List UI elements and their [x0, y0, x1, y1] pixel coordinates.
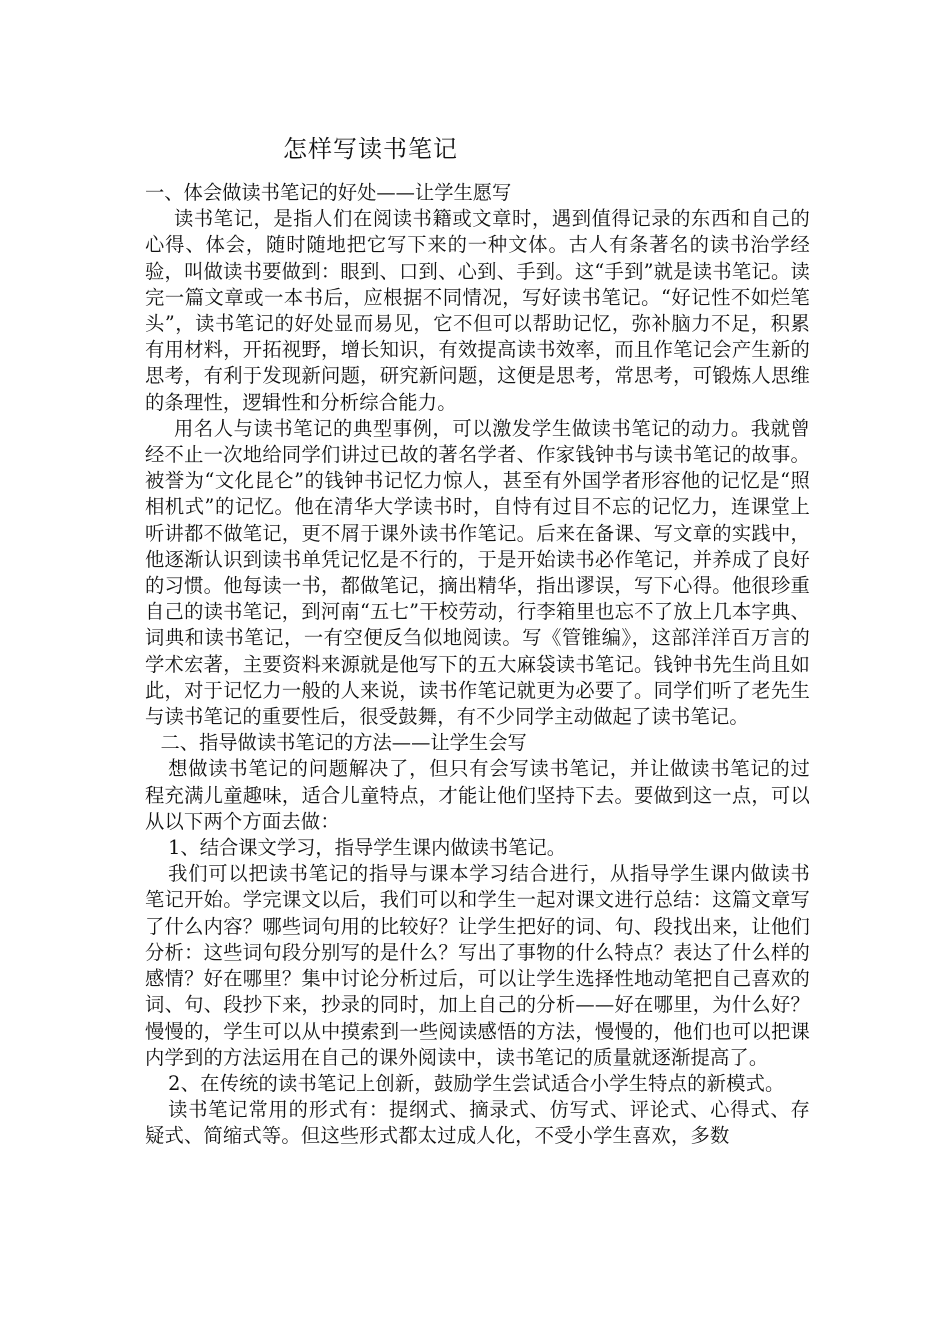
paragraph-2: 用名人与读书笔记的典型事例，可以激发学生做读书笔记的动力。我就曾经不止一次地给同学们讲过已故的著名学者、作家钱钟书与读书笔记的故事。被誉为“文化昆仑”的钱钟书记忆力惊人，甚至有外国学者形容他的记忆是“照相机式”的记忆。他在清华大学读书时，自恃有过目不忘的记忆力，连课堂上听讲都不做笔记，更不屑于课外读书作笔记。后来在备课、写文章的实践中，他逐渐认识到读书单凭记忆是不行的，于是开始读书必作笔记，并养成了良好的习惯。他每读一书，都做笔记，摘出精华，指出谬误，写下心得。他很珍重自己的读书笔记，到河南“五七”干校劳动，行李箱里也忘不了放上几本字典、词典和读书笔记，一有空便反刍似地阅读。写《管锥编》，这部洋洋百万言的学术宏著，主要资料来源就是他写下的五大麻袋读书笔记。钱钟书先生尚且如此，对于记忆力一般的人来说，读书作笔记就更为必要了。同学们听了老先生与读书笔记的重要性后，很受鼓舞，有不少同学主动做起了读书笔记。: [145, 416, 810, 729]
document-title: 怎样写读书笔记: [283, 135, 458, 163]
document-page: [145, 132, 810, 1150]
subheading-2: 2、在传统的读书笔记上创新，鼓励学生尝试适合小学生特点的新模式。: [168, 1071, 785, 1095]
paragraph-3: 想做读书笔记的问题解决了，但只有会写读书笔记，并让做读书笔记的过程充满儿童趣味，适合儿童特点，才能让他们坚持下去。要做到这一点，可以从以下两个方面去做：: [145, 757, 810, 833]
section-heading-2: 二、指导做读书笔记的方法——让学生会写: [160, 731, 527, 755]
paragraph-1: 读书笔记，是指人们在阅读书籍或文章时，遇到值得记录的东西和自己的心得、体会，随时随地把它写下来的一种文体。古人有条著名的读书治学经验，叫做读书要做到：眼到、口到、心到、手到。这“手到”就是读书笔记。读完一篇文章或一本书后，应根据不同情况，写好读书笔记。“好记性不如烂笔头”，读书笔记的好处显而易见，它不但可以帮助记忆，弥补脑力不足，积累有用材料，开拓视野，增长知识，有效提高读书效率，而且作笔记会产生新的思考，有利于发现新问题，研究新问题，这便是思考，常思考，可锻炼人思维的条理性，逻辑性和分析综合能力。: [145, 207, 810, 414]
section-heading-1: 一、体会做读书笔记的好处——让学生愿写: [145, 181, 512, 204]
paragraph-5: 读书笔记常用的形式有：提纲式、摘录式、仿写式、评论式、心得式、存疑式、简缩式等。但这些形式都太过成人化，不受小学生喜欢，多数: [145, 1098, 810, 1148]
paragraph-4: 我们可以把读书笔记的指导与课本学习结合进行，从指导学生课内做读书笔记开始。学完课文以后，我们可以和学生一起对课文进行总结：这篇文章写了什么内容？哪些词句用的比较好？让学生把好的词、句、段找出来，让他们分析：这些词句段分别写的是什么？写出了事物的什么特点？表达了什么样的感情？好在哪里？集中讨论分析过后，可以让学生选择性地动笔把自己喜欢的词、句、段抄下来，抄录的同时，加上自己的分析——好在哪里，为什么好？慢慢的，学生可以从中摸索到一些阅读感悟的方法，慢慢的，他们也可以把课内学到的方法运用在自己的课外阅读中，读书笔记的质量就逐渐提高了。: [145, 862, 810, 1069]
subheading-1: 1、结合课文学习，指导学生课内做读书笔记。: [168, 836, 567, 860]
